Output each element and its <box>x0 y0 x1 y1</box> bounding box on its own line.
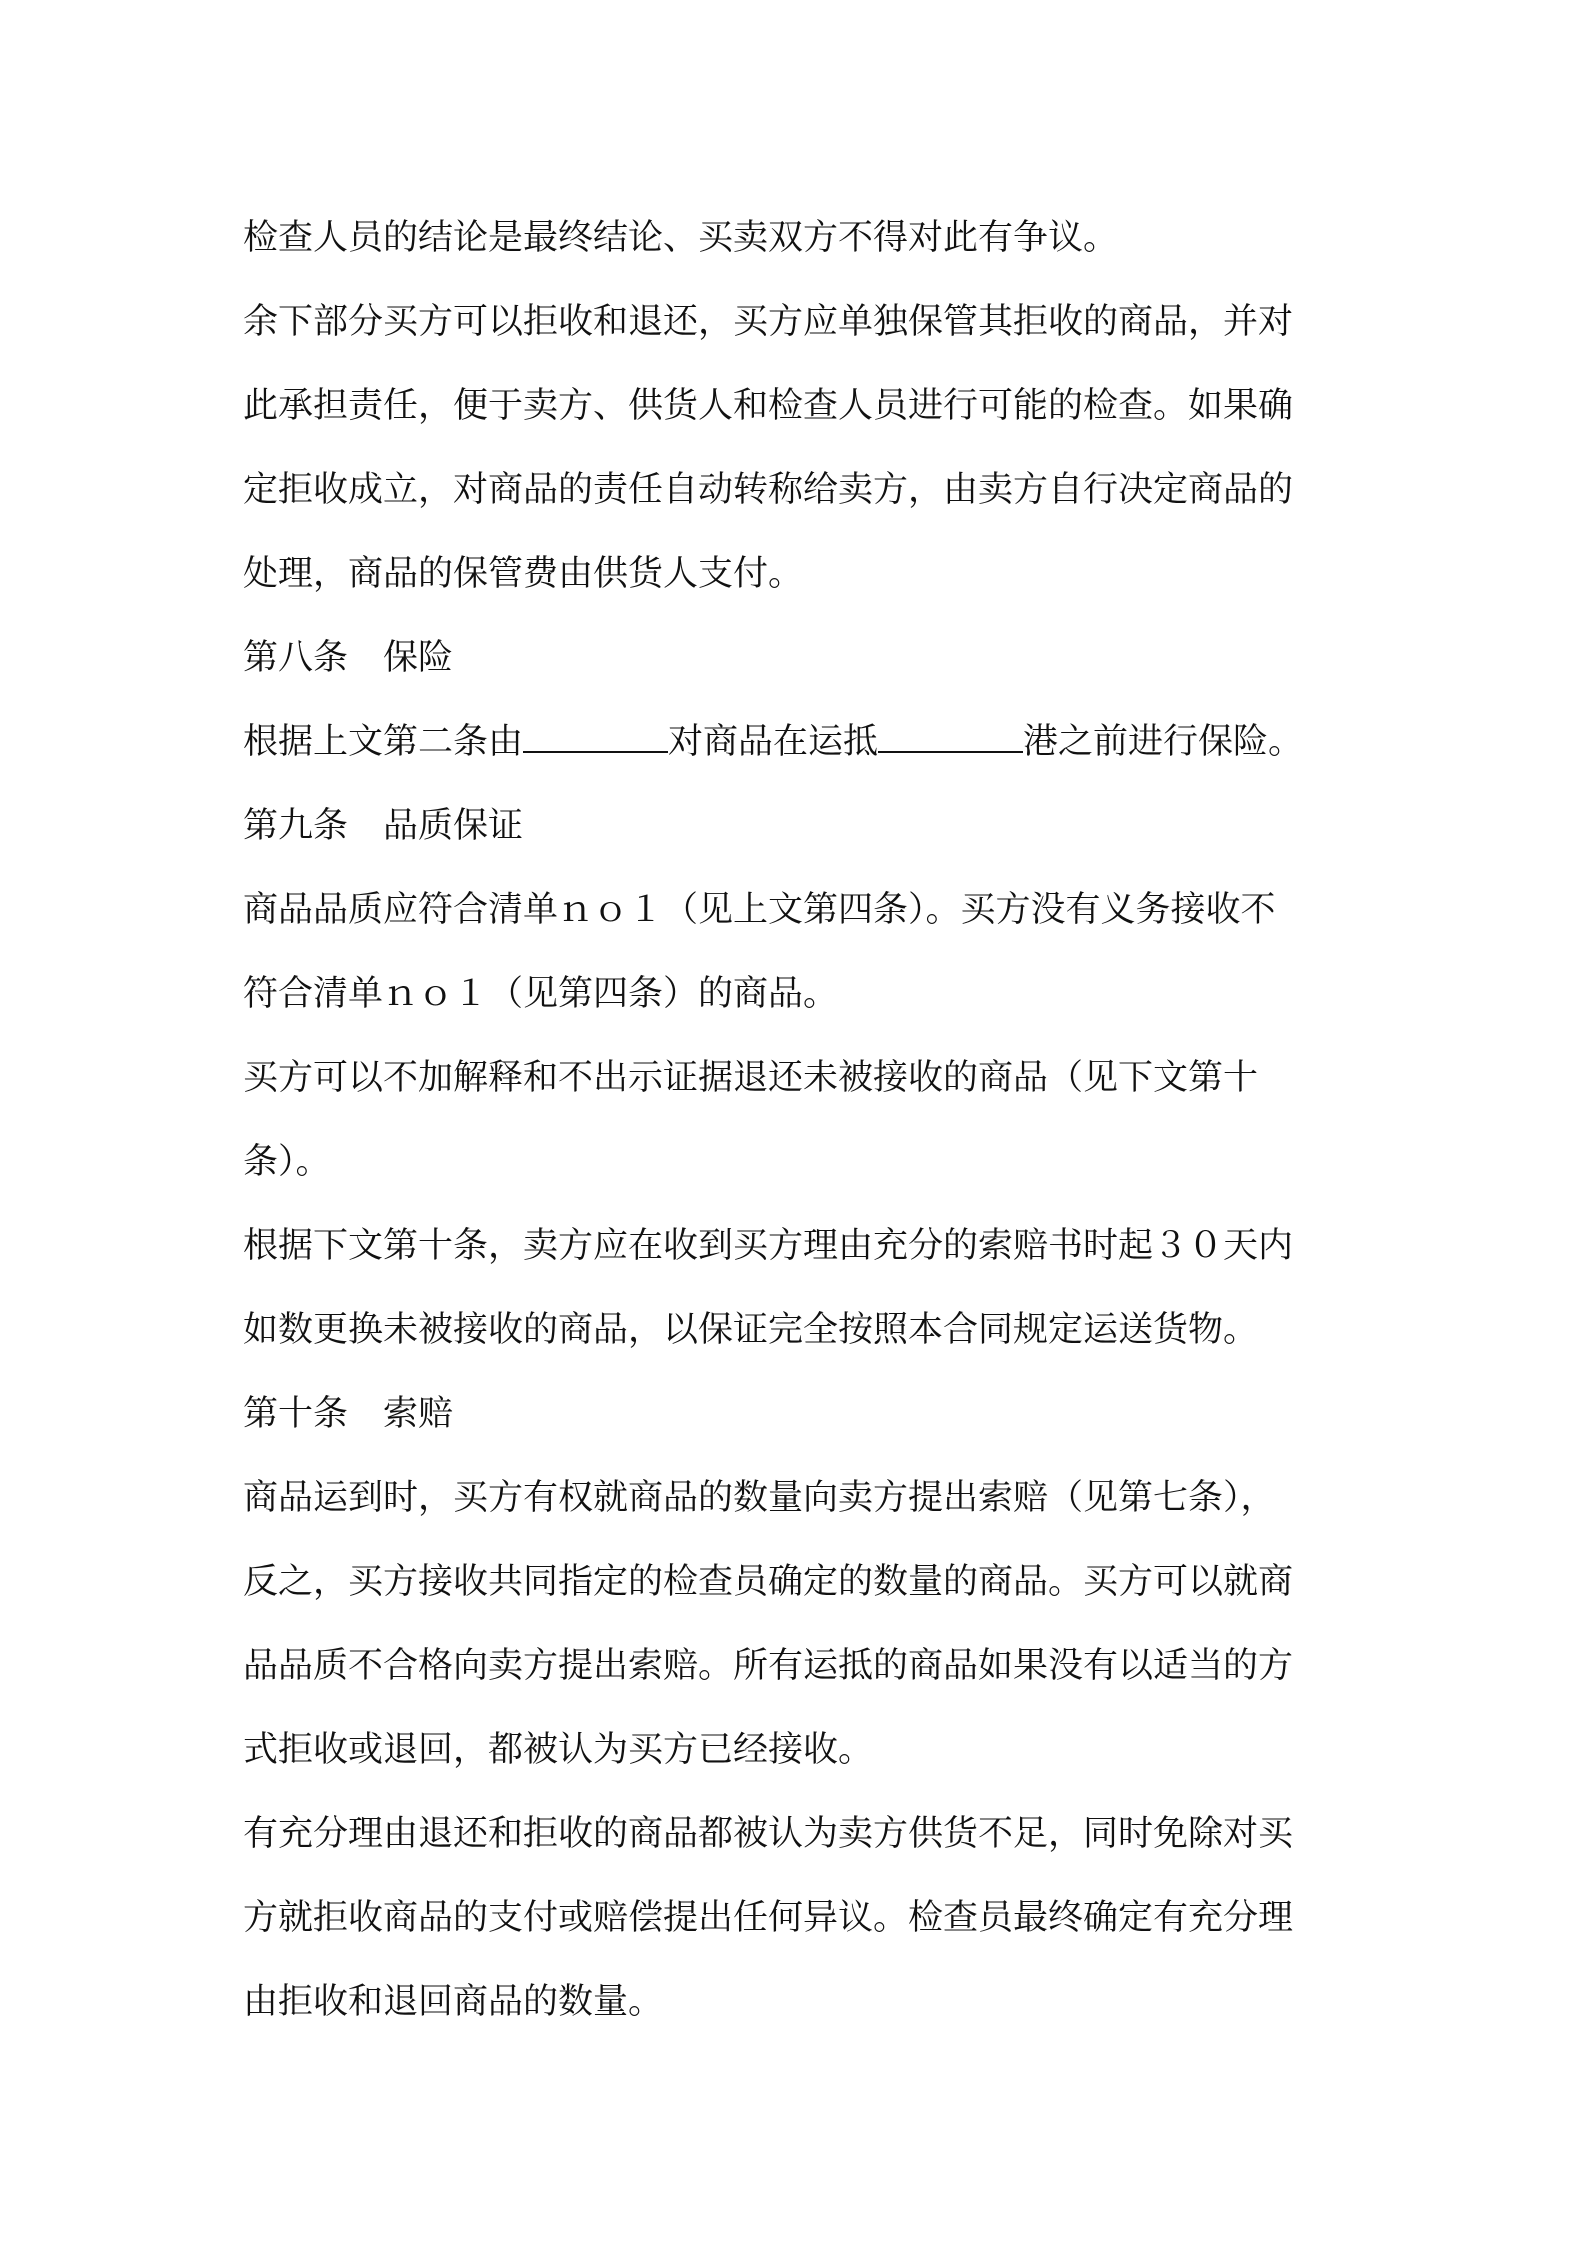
paragraph-line: 买方可以不加解释和不出示证据退还未被接收的商品（见下文第十 <box>243 1058 1259 1098</box>
insurance-text-3: 港之前进行保险。 <box>1023 722 1304 762</box>
paragraph-line: 条）。 <box>243 1142 331 1182</box>
paragraph-line: 定拒收成立，对商品的责任自动转称给卖方，由卖方自行决定商品的 <box>243 470 1294 510</box>
insurance-text-1: 根据上文第二条由 <box>243 722 524 762</box>
paragraph-line: 品品质不合格向卖方提出索赔。所有运抵的商品如果没有以适当的方 <box>243 1646 1294 1686</box>
paragraph-line: 商品运到时，买方有权就商品的数量向卖方提出索赔（见第七条）， <box>243 1478 1276 1518</box>
fill-in-blank <box>523 721 668 753</box>
paragraph-line: 检查人员的结论是最终结论、买卖双方不得对此有争议。 <box>243 218 1119 258</box>
article-10-heading: 第十条 索赔 <box>243 1394 454 1434</box>
paragraph-line: 反之，买方接收共同指定的检查员确定的数量的商品。买方可以就商 <box>243 1562 1294 1602</box>
paragraph-line: 式拒收或退回，都被认为买方已经接收。 <box>243 1730 874 1770</box>
paragraph-line: 处理，商品的保管费由供货人支付。 <box>243 554 804 594</box>
paragraph-line: 由拒收和退回商品的数量。 <box>243 1982 664 2022</box>
paragraph-line: 此承担责任，便于卖方、供货人和检查人员进行可能的检查。如果确 <box>243 386 1294 426</box>
paragraph-line: 如数更换未被接收的商品，以保证完全按照本合同规定运送货物。 <box>243 1310 1259 1350</box>
fill-in-blank <box>878 721 1023 753</box>
insurance-line <box>243 700 1363 784</box>
paragraph-line: 方就拒收商品的支付或赔偿提出任何异议。检查员最终确定有充分理 <box>243 1898 1294 1938</box>
paragraph-line: 余下部分买方可以拒收和退还，买方应单独保管其拒收的商品，并对 <box>243 302 1294 342</box>
paragraph-line: 商品品质应符合清单ｎｏ１（见上文第四条）。买方没有义务接收不 <box>243 890 1276 930</box>
paragraph-line: 符合清单ｎｏ１（见第四条）的商品。 <box>243 974 839 1014</box>
paragraph-line: 有充分理由退还和拒收的商品都被认为卖方供货不足，同时免除对买 <box>243 1814 1294 1854</box>
insurance-text-2: 对商品在运抵 <box>668 722 879 762</box>
document-body <box>243 196 1363 2044</box>
article-8-heading: 第八条 保险 <box>243 638 454 678</box>
paragraph-line: 根据下文第十条，卖方应在收到买方理由充分的索赔书时起３０天内 <box>243 1226 1294 1266</box>
article-9-heading: 第九条 品质保证 <box>243 806 524 846</box>
